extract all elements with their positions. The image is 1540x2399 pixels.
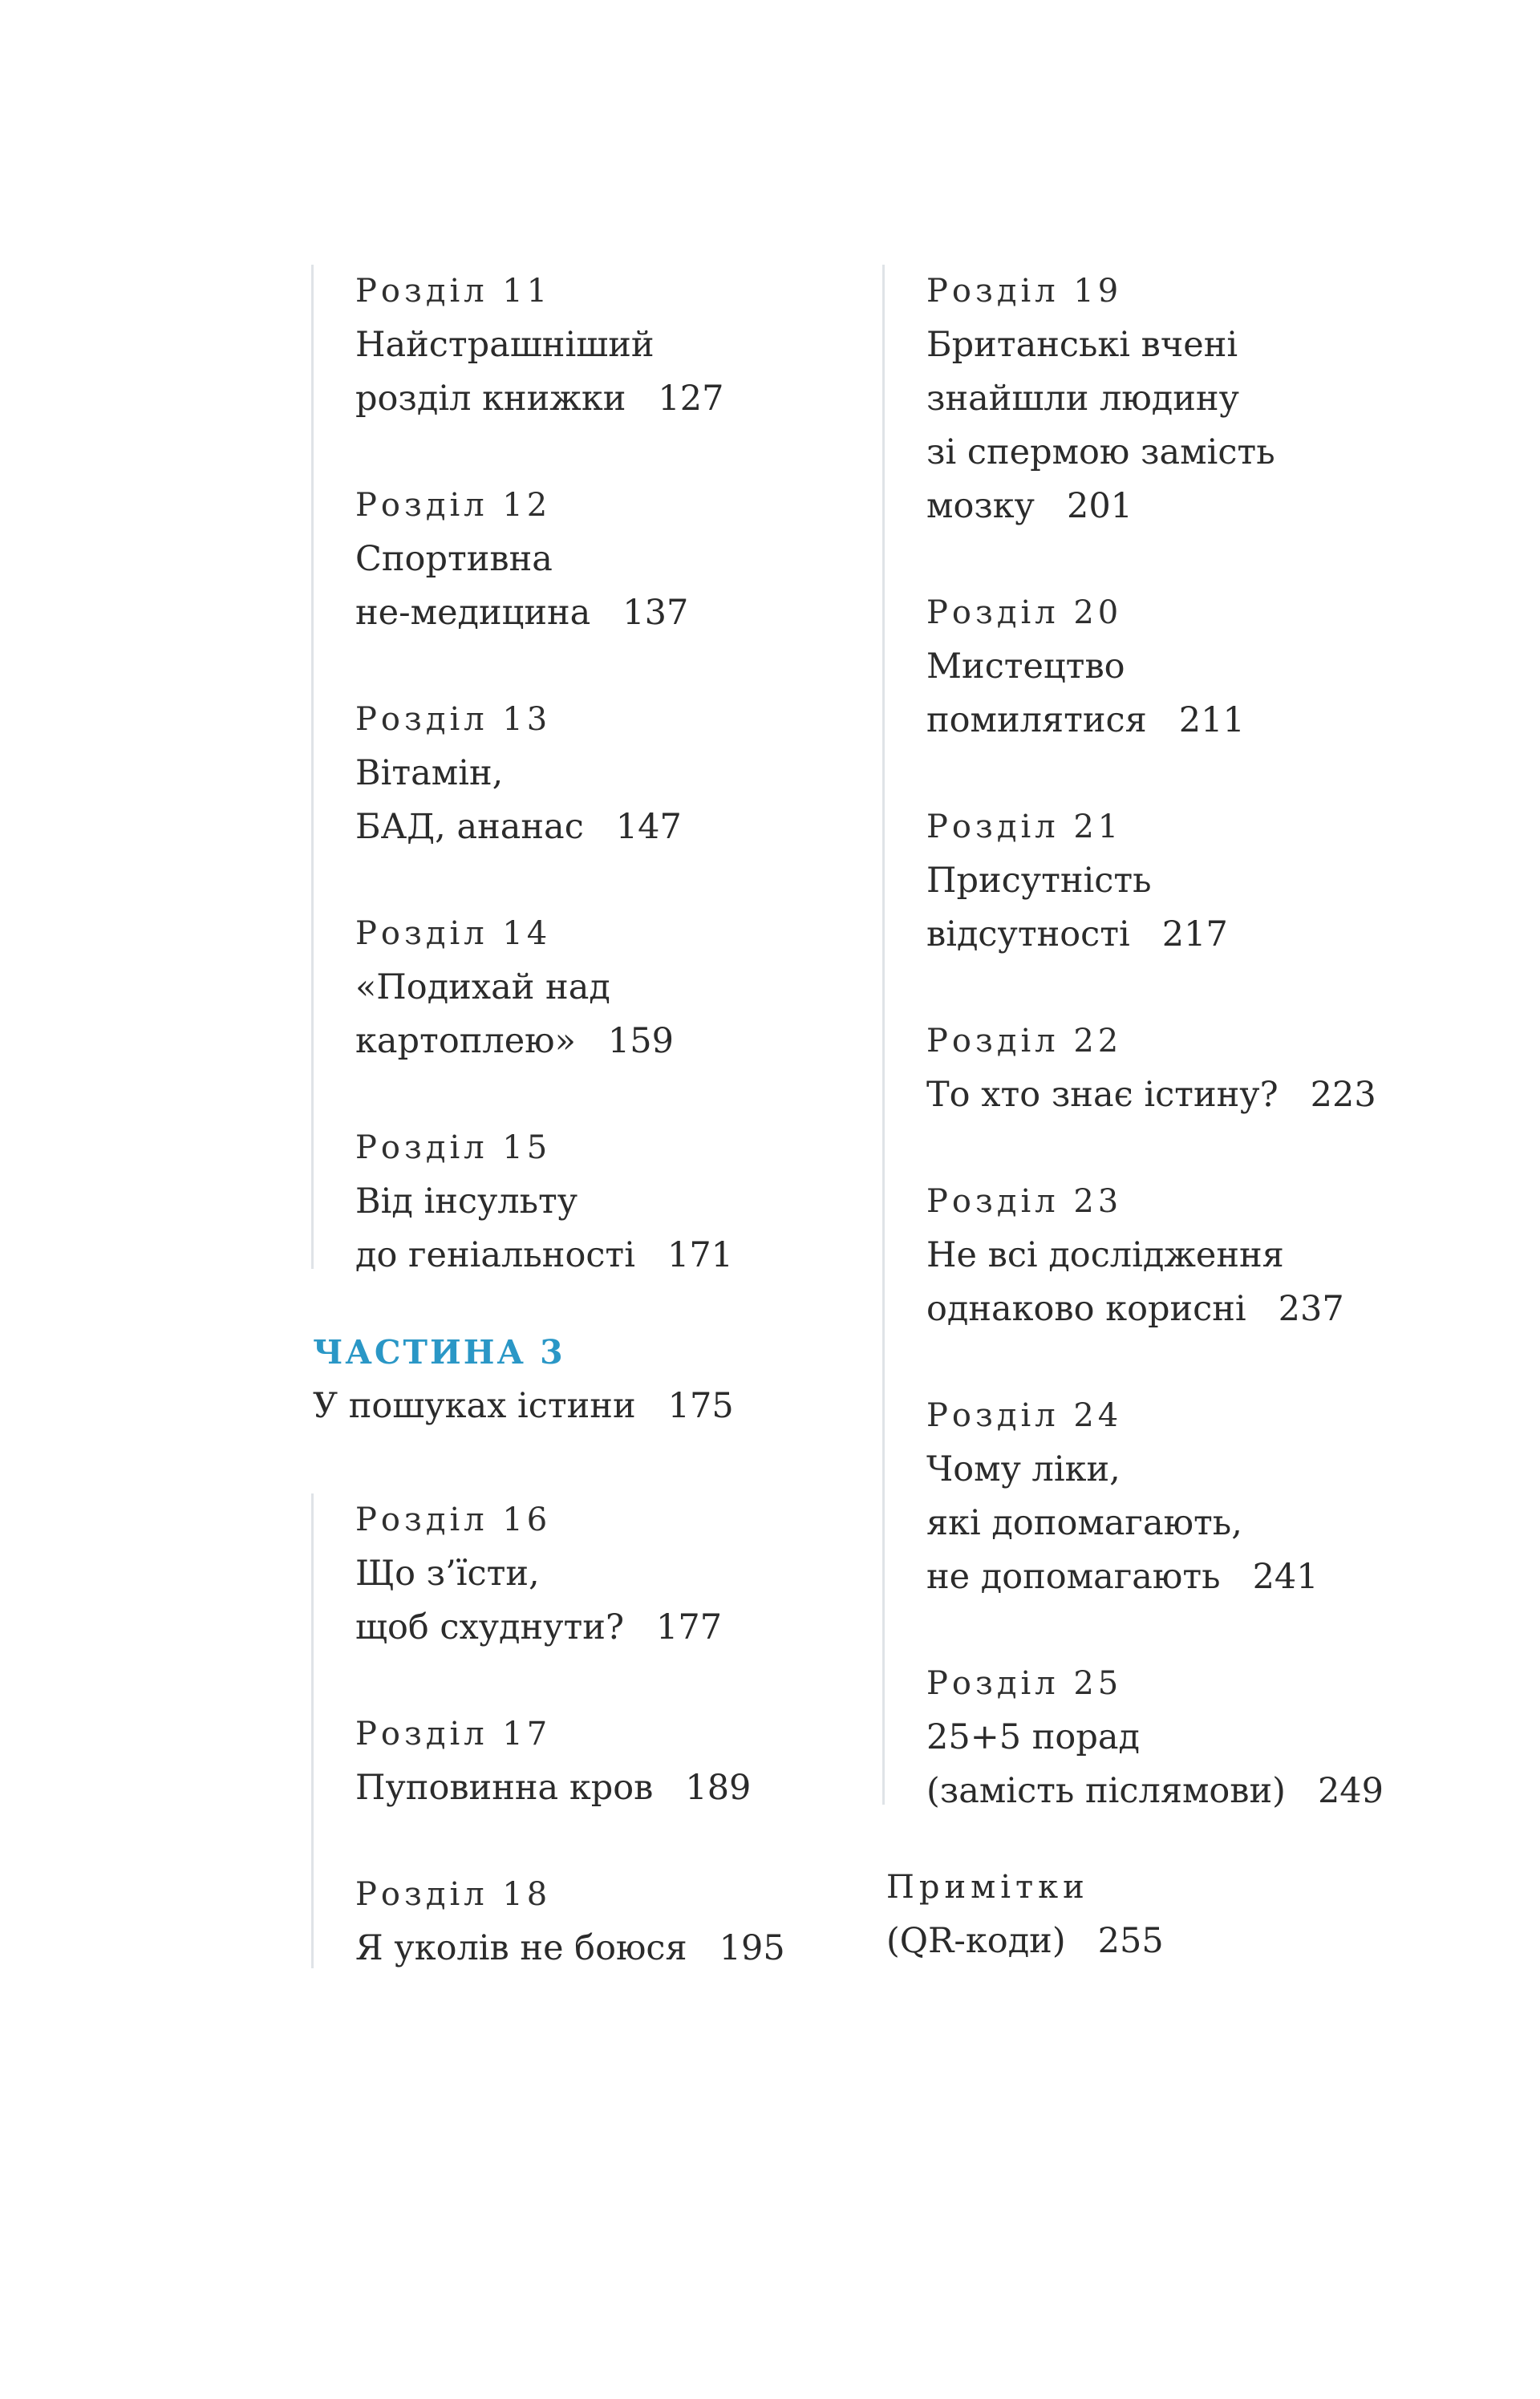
chapter-title-text: (замість післямови) [926,1771,1286,1811]
chapter-title-line-last [355,1922,785,1976]
chapter-title-text: не-медицина [355,593,591,633]
toc-entry-chapter-14[interactable] [355,907,674,1068]
toc-entry-chapter-19[interactable] [926,265,1275,533]
chapter-title-line: Британські вчені [926,325,1238,365]
chapter-title-line: «Подихай над [355,967,610,1007]
chapter-title-text: Я уколів не боюся [355,1928,687,1968]
chapter-label: Розділ 13 [355,701,552,738]
toc-entry-chapter-15[interactable] [355,1121,733,1283]
chapter-title-text: То хто знає істину? [926,1075,1279,1115]
chapter-label: Розділ 19 [926,273,1123,310]
chapter-title-line-last [355,586,688,640]
chapter-label: Розділ 21 [926,808,1123,845]
chapter-page-number: 241 [1252,1557,1319,1597]
toc-entry-chapter-24[interactable] [926,1389,1319,1604]
toc-entry-chapter-17[interactable] [355,1708,751,1815]
chapter-page-number: 237 [1278,1289,1344,1329]
chapter-page-number: 189 [685,1768,752,1808]
chapter-title-text: щоб схуднути? [355,1607,624,1647]
right-column-rule [882,265,885,1805]
chapter-title-line-last [926,1283,1344,1336]
toc-entry-chapter-23[interactable] [926,1175,1344,1336]
chapter-label: Розділ 16 [355,1501,552,1538]
chapter-page-number: 211 [1178,700,1245,740]
chapter-title-line: Чому ліки, [926,1449,1121,1489]
toc-entry-notes[interactable] [886,1861,1164,1968]
toc-entry-chapter-18[interactable] [355,1868,785,1976]
left-column-rule [311,265,314,1269]
notes-page-number: 255 [1097,1921,1164,1961]
chapter-page-number: 223 [1310,1075,1376,1115]
toc-entry-chapter-11[interactable] [355,265,723,426]
chapter-title-text: помилятися [926,700,1147,740]
chapter-title-line-last [355,372,723,426]
chapter-title-line-last [926,1550,1319,1604]
part-page-number: 175 [667,1386,734,1426]
chapter-label: Розділ 22 [926,1023,1123,1060]
chapter-label: Розділ 23 [926,1183,1123,1220]
chapter-page-number: 159 [607,1021,674,1061]
toc-entry-chapter-13[interactable] [355,693,682,854]
chapter-title-line: Найстрашніший [355,325,654,365]
chapter-page-number: 127 [658,379,724,419]
chapter-label: Розділ 25 [926,1665,1123,1702]
part-3-column-rule [311,1493,314,1968]
chapter-title-text: до геніальності [355,1235,635,1275]
chapter-label: Розділ 14 [355,915,552,952]
chapter-page-number: 171 [667,1235,734,1275]
chapter-title-line-last [926,480,1275,533]
chapter-title-line-last [355,1015,674,1068]
chapter-title-line: знайшли людину [926,379,1239,419]
toc-entry-chapter-22[interactable] [926,1015,1376,1122]
chapter-title-text: Пуповинна кров [355,1768,654,1808]
chapter-title-text: БАД, ананас [355,807,584,847]
chapter-title-line: Мистецтво [926,646,1125,687]
chapter-title-line: Вітамін, [355,753,504,793]
chapter-label: Розділ 17 [355,1716,552,1753]
chapter-page-number: 201 [1066,486,1133,526]
chapter-title-line: зі спермою замість [926,432,1275,472]
chapter-label: Розділ 12 [355,487,552,524]
chapter-title-line: Не всі дослідження [926,1235,1284,1275]
chapter-title-text: не допомагають [926,1557,1221,1597]
chapter-title-text: розділ книжки [355,379,626,419]
chapter-label: Розділ 11 [355,273,552,310]
toc-entry-chapter-20[interactable] [926,586,1245,748]
chapter-label: Розділ 20 [926,594,1123,631]
chapter-label: Розділ 24 [926,1397,1123,1434]
chapter-title-text: однаково корисні [926,1289,1246,1329]
chapter-title-line: Спортивна [355,539,553,579]
chapter-title-line-last [926,694,1245,748]
toc-entry-chapter-16[interactable] [355,1493,722,1655]
toc-entry-chapter-25[interactable] [926,1657,1384,1818]
chapter-title-text: мозку [926,486,1035,526]
chapter-title-line-last [355,800,682,854]
chapter-title-text: відсутності [926,914,1130,954]
chapter-title-line: які допомагають, [926,1503,1242,1543]
notes-title-line-last [886,1915,1164,1968]
part-title-text: У пошуках істини [313,1386,636,1426]
chapter-title-line-last [926,1068,1376,1122]
chapter-title-line-last [355,1229,733,1283]
chapter-page-number: 217 [1161,914,1228,954]
chapter-label: Розділ 15 [355,1129,552,1166]
chapter-page-number: 177 [656,1607,723,1647]
chapter-title-line-last [926,1765,1384,1818]
chapter-title-line-last [355,1761,751,1815]
chapter-title-line: 25+5 порад [926,1717,1140,1757]
chapter-title-line: Що з’їсти, [355,1554,540,1594]
notes-label: Примітки [886,1869,1089,1906]
notes-title-text: (QR-коди) [886,1921,1066,1961]
toc-entry-chapter-12[interactable] [355,479,688,640]
chapter-page-number: 137 [622,593,689,633]
toc-entry-part-3[interactable] [313,1380,734,1433]
chapter-label: Розділ 18 [355,1876,552,1913]
chapter-page-number: 195 [719,1928,785,1968]
chapter-title-line-last [926,908,1228,962]
toc-entry-chapter-21[interactable] [926,800,1228,962]
chapter-page-number: 147 [615,807,682,847]
chapter-title-text: картоплею» [355,1021,576,1061]
chapter-title-line: Присутність [926,861,1152,901]
chapter-title-line: Від інсульту [355,1181,578,1222]
chapter-page-number: 249 [1317,1771,1384,1811]
part-3-label: ЧАСТИНА 3 [313,1333,565,1372]
chapter-title-line-last [355,1601,722,1655]
